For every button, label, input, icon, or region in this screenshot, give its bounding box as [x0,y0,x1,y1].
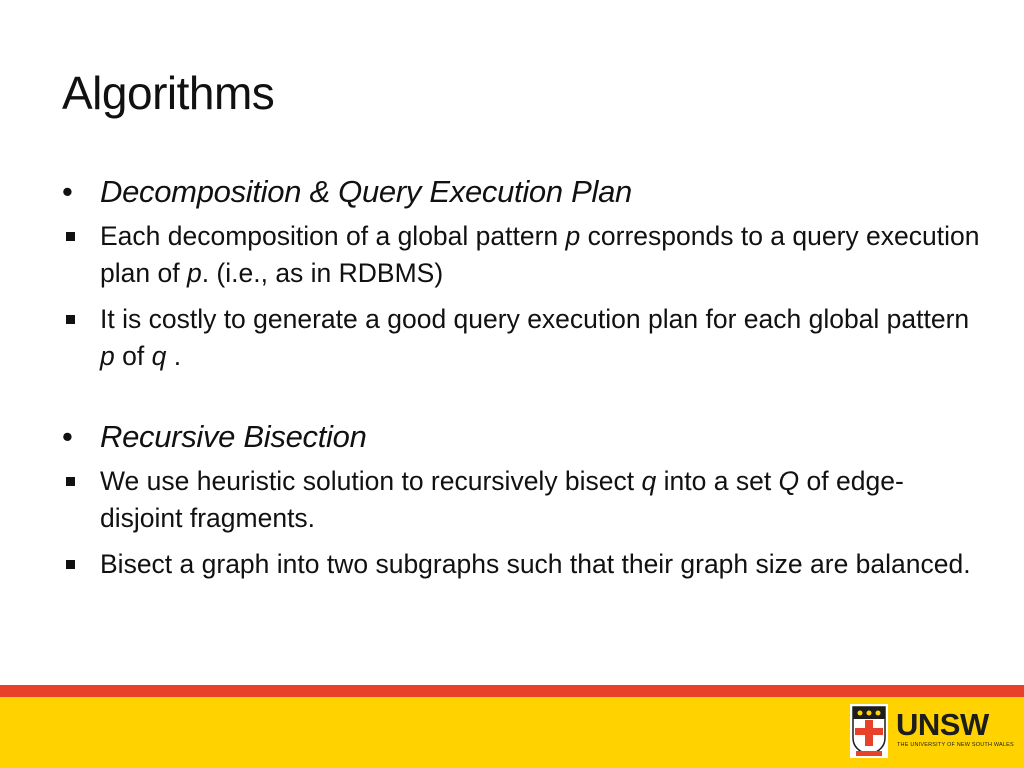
bullet-item [62,218,982,292]
square-bullet-icon [66,560,75,569]
section-heading-text: Decomposition & Query Execution Plan [100,174,632,209]
section-decomposition [62,170,982,375]
section-recursive-bisection [62,415,982,583]
slide-title: Algorithms [62,67,275,119]
section-heading-text: Recursive Bisection [100,419,367,454]
bullet-item-text: Bisect a graph into two subgraphs such that their graph size are balanced. [100,549,971,579]
logo-subtext: THE UNIVERSITY OF NEW SOUTH WALES [897,742,1014,748]
round-bullet-icon: • [62,174,73,209]
footer-red-stripe [0,685,1024,697]
logo-wordmark: UNSW [896,707,989,742]
square-bullet-icon [66,477,75,486]
round-bullet-icon: • [62,419,73,454]
section-heading [62,415,982,459]
bullet-item-text: It is costly to generate a good query execution plan for each global pattern p of q . [100,304,970,371]
slide-content [62,170,982,623]
bullet-item-text: We use heuristic solution to recursively bisect q into a set Q of edge-disjoint fragments. [100,466,904,533]
bullet-item [62,546,982,583]
square-bullet-icon [66,232,75,241]
bullet-item [62,463,982,537]
bullet-item [62,301,982,375]
square-bullet-icon [66,315,75,324]
unsw-logo [850,704,1014,760]
bullet-item-text: Each decomposition of a global pattern p corresponds to a query execution plan of p. (i.e., as in RDBMS) [100,221,980,288]
unsw-crest-icon [850,704,888,758]
section-heading [62,170,982,214]
